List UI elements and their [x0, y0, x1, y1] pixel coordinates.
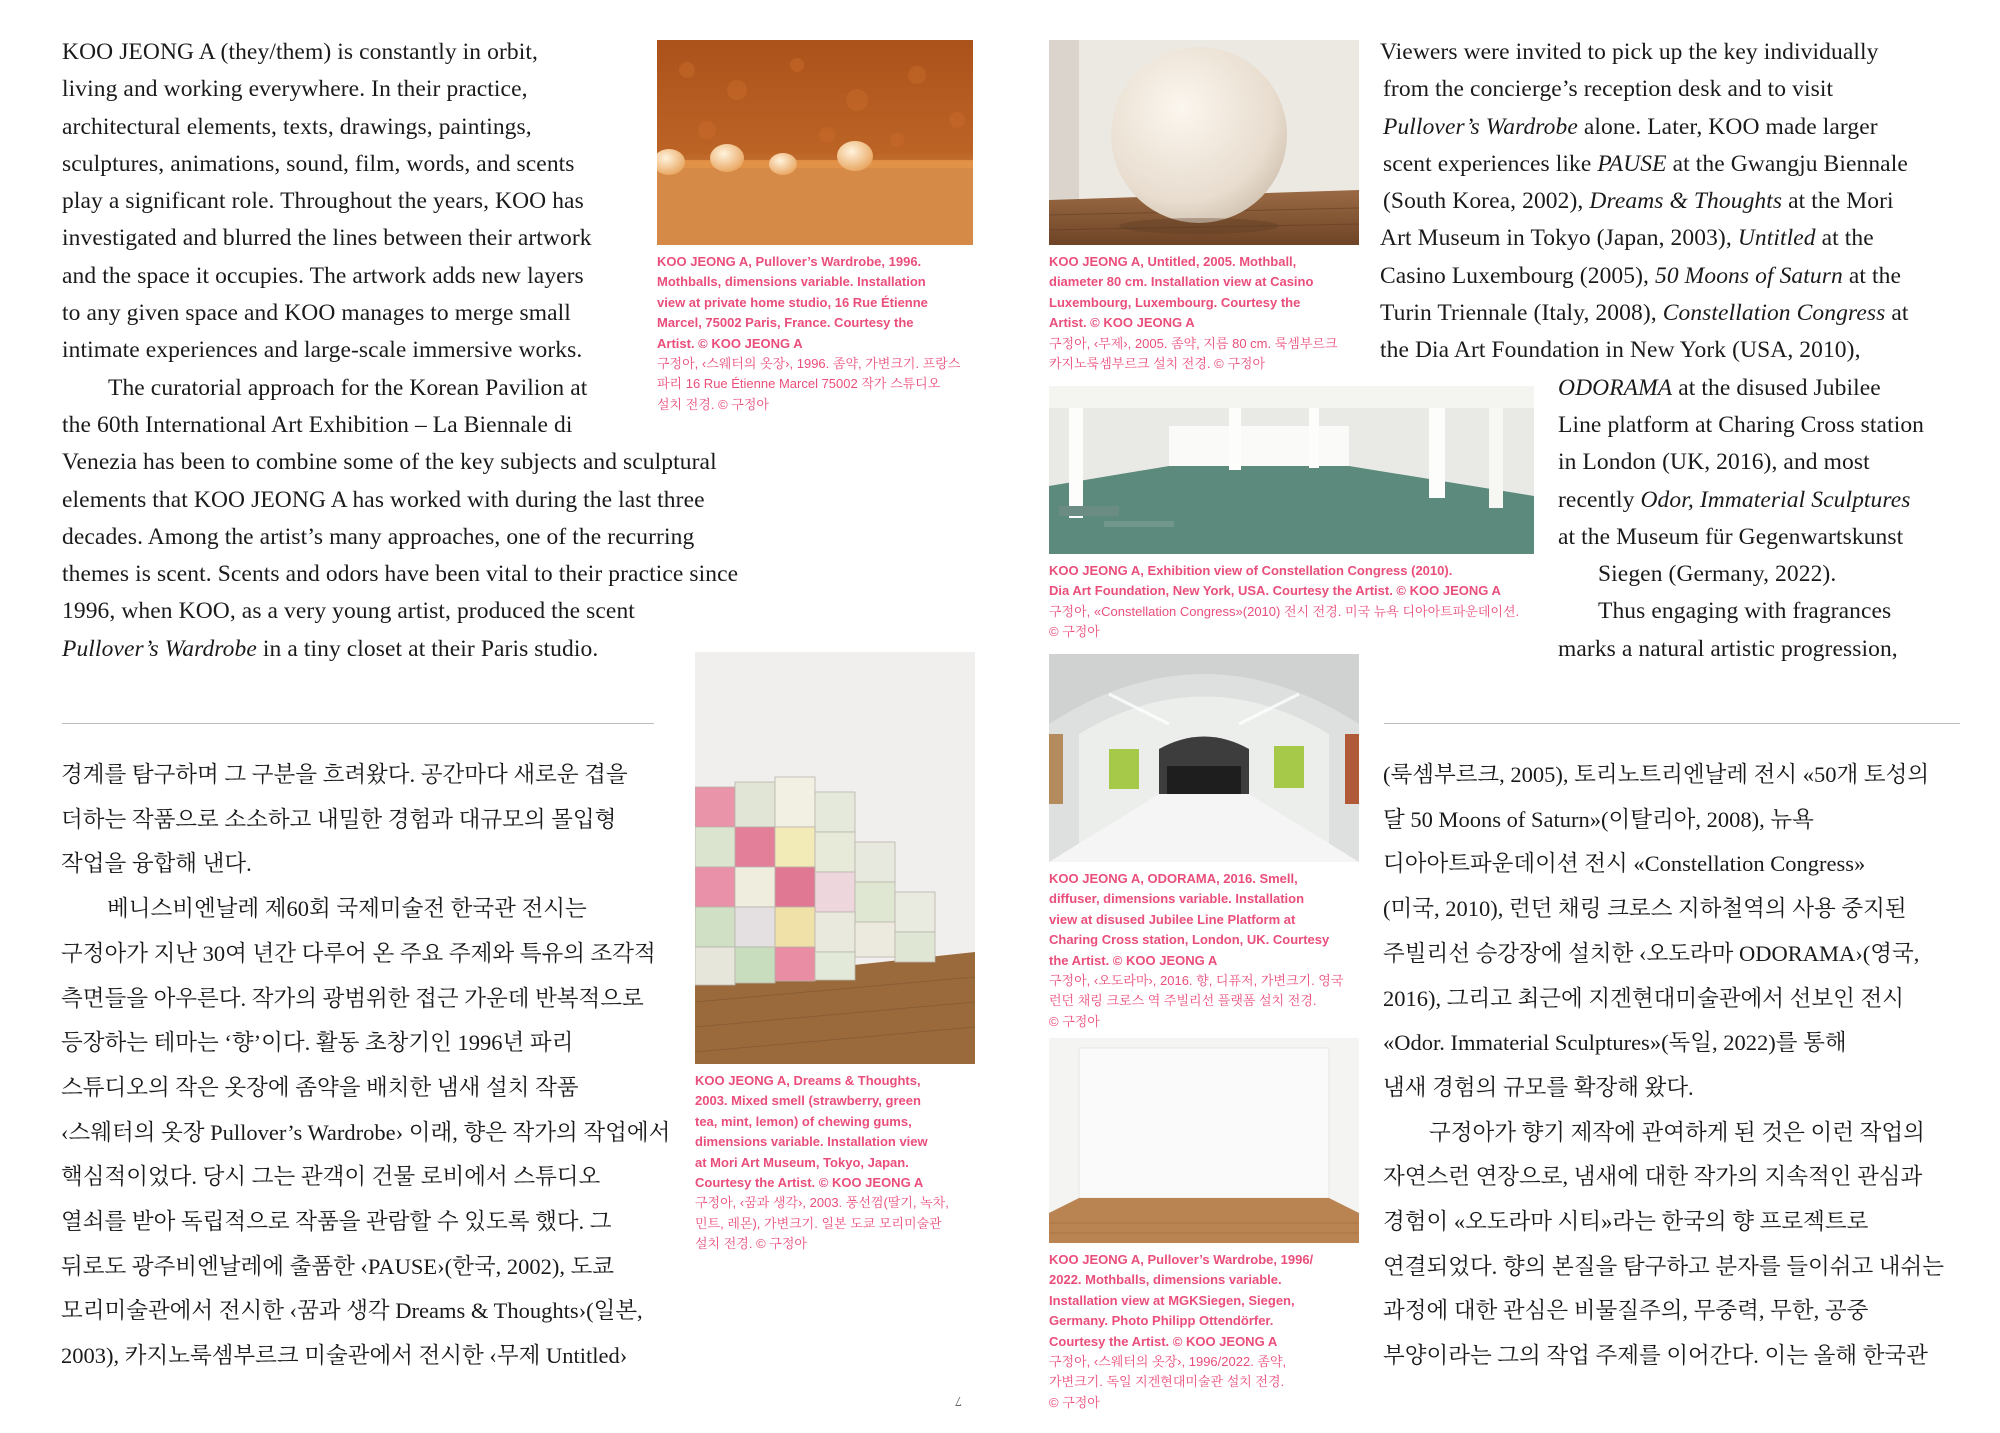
- text-line: themes is scent. Scents and odors have been vital to their practice since: [62, 561, 739, 588]
- text-line: recently Odor, Immaterial Sculptures: [1558, 486, 1911, 513]
- text-line: 2016), 그리고 최근에 지겐현대미술관에서 선보인 전시: [1383, 985, 1904, 1011]
- caption-pullovers-wardrobe-1996: [657, 252, 960, 415]
- text-line: 구정아가 향기 제작에 관여하게 된 것은 이런 작업의: [1429, 1119, 1925, 1145]
- artwork-title: Odor, Immaterial Sculptures: [1640, 486, 1911, 513]
- text-line: Siegen (Germany, 2022).: [1598, 561, 1837, 588]
- text-line: 부양이라는 그의 작업 주제를 이어간다. 이는 올해 한국관: [1383, 1343, 1928, 1369]
- caption-line: dimensions variable. Installation view: [695, 1134, 928, 1150]
- divider-right: [1384, 723, 1960, 724]
- caption-line: Courtesy the Artist. © KOO JEONG A: [695, 1175, 924, 1191]
- text-line: 측면들을 아우른다. 작가의 광범위한 접근 가운데 반복적으로: [61, 985, 644, 1011]
- caption-line: 2022. Mothballs, dimensions variable.: [1049, 1272, 1282, 1288]
- photo-constellation-congress-2010: [1049, 386, 1534, 554]
- text-line: Line platform at Charing Cross station: [1558, 411, 1925, 438]
- text-line: 열쇠를 받아 독립적으로 작품을 관람할 수 있도록 했다. 그: [61, 1209, 612, 1235]
- text-line: The curatorial approach for the Korean Pavilion at: [108, 374, 588, 401]
- text-line: architectural elements, texts, drawings, paintings,: [62, 113, 532, 140]
- artwork-title: ODORAMA: [1558, 374, 1673, 401]
- text-line: 스튜디오의 작은 옷장에 좀약을 배치한 냄새 설치 작품: [61, 1074, 579, 1100]
- caption-line: Charing Cross station, London, UK. Courtesy: [1049, 932, 1330, 948]
- text-line: 2003), 카지노룩셈부르크 미술관에서 전시한 ‹무제 Untitled›: [61, 1343, 628, 1369]
- caption-line: KOO JEONG A, Untitled, 2005. Mothball,: [1049, 254, 1297, 269]
- caption-line: KOO JEONG A, Pullover’s Wardrobe, 1996/: [1049, 1252, 1314, 1267]
- text-line: 모리미술관에서 전시한 ‹꿈과 생각 Dreams & Thoughts›(일본,: [61, 1298, 643, 1324]
- text-line: decades. Among the artist’s many approaches, one of the recurring: [62, 523, 695, 550]
- caption-line: tea, mint, lemon) of chewing gums,: [695, 1113, 912, 1129]
- artwork-title: Dreams & Thoughts: [1589, 188, 1783, 215]
- korean-column-right: [1383, 753, 1944, 1379]
- caption-line: diffuser, dimensions variable. Installation: [1049, 891, 1305, 907]
- caption-line: 파리 16 Rue Étienne Marcel 75002 작가 스튜디오: [657, 376, 941, 392]
- text-line: (South Korea, 2002), Dreams & Thoughts at the Mori: [1383, 188, 1894, 215]
- text-line: Art Museum in Tokyo (Japan, 2003), Untitled at the: [1380, 225, 1874, 252]
- text-line: «Odor. Immaterial Sculptures»(독일, 2022)를 통해: [1383, 1030, 1847, 1056]
- text-line: intimate experiences and large-scale immersive works.: [62, 337, 583, 364]
- text-line: ODORAMA at the disused Jubilee: [1558, 374, 1881, 401]
- caption-line: KOO JEONG A, Exhibition view of Constellation Congress (2010).: [1049, 563, 1453, 578]
- caption-pullovers-wardrobe-2022: [1049, 1250, 1313, 1413]
- text-line: (미국, 2010), 런던 채링 크로스 지하철역의 사용 중지된: [1383, 896, 1907, 922]
- divider-left: [62, 723, 654, 724]
- text-line: marks a natural artistic progression,: [1558, 635, 1898, 662]
- caption-line: KOO JEONG A, Dreams & Thoughts,: [695, 1073, 921, 1088]
- caption-line: 구정아, ‹무제›, 2005. 좀약, 지름 80 cm. 룩셈부르크: [1049, 335, 1338, 351]
- text-line: play a significant role. Throughout the years, KOO has: [62, 188, 584, 215]
- text-line: living and working everywhere. In their practice,: [62, 76, 528, 103]
- text-line: from the concierge’s reception desk and to visit: [1383, 76, 1834, 103]
- caption-line: Mothballs, dimensions variable. Installation: [657, 274, 926, 290]
- caption-line: 민트, 레몬), 가변크기. 일본 도쿄 모리미술관: [695, 1215, 942, 1231]
- caption-line: diameter 80 cm. Installation view at Casino: [1049, 274, 1314, 290]
- text-line: 더하는 작품으로 소소하고 내밀한 경험과 대규모의 몰입형: [61, 806, 617, 832]
- caption-line: Artist. © KOO JEONG A: [1049, 315, 1195, 331]
- text-line: Thus engaging with fragrances: [1598, 598, 1892, 625]
- text-line: 달 50 Moons of Saturn»(이탈리아, 2008), 뉴욕: [1383, 806, 1814, 832]
- caption-line: KOO JEONG A, ODORAMA, 2016. Smell,: [1049, 871, 1298, 886]
- text-line: in London (UK, 2016), and most: [1558, 449, 1870, 476]
- caption-line: Germany. Photo Philipp Ottendörfer.: [1049, 1313, 1274, 1329]
- text-line: 자연스런 연장으로, 냄새에 대한 작가의 지속적인 관심과: [1383, 1164, 1923, 1190]
- text-line: Casino Luxembourg (2005), 50 Moons of Saturn at the: [1380, 262, 1901, 289]
- photo-pullovers-wardrobe-2022: [1049, 1038, 1359, 1243]
- text-line: 주빌리선 승강장에 설치한 ‹오도라마 ODORAMA›(영국,: [1383, 940, 1920, 966]
- text-line: Viewers were invited to pick up the key individually: [1380, 39, 1879, 65]
- caption-line: 구정아, ‹꿈과 생각›, 2003. 풍선껌(딸기, 녹차,: [695, 1195, 949, 1211]
- text-line: 핵심적이었다. 당시 그는 관객이 건물 로비에서 스튜디오: [61, 1164, 601, 1190]
- text-line: elements that KOO JEONG A has worked with during the last three: [62, 486, 705, 513]
- caption-line: 런던 채링 크로스 역 주빌리선 플랫폼 설치 전경.: [1049, 993, 1317, 1009]
- text-line: (룩셈부르크, 2005), 토리노트리엔날레 전시 «50개 토성의: [1383, 762, 1930, 787]
- caption-line: © 구정아: [1049, 1394, 1100, 1410]
- caption-line: 카지노룩셈부르크 설치 전경. © 구정아: [1049, 356, 1266, 372]
- caption-line: 구정아, ‹오도라마›, 2016. 향, 디퓨저, 가변크기. 영국: [1049, 973, 1344, 989]
- caption-line: KOO JEONG A, Pullover’s Wardrobe, 1996.: [657, 254, 922, 269]
- caption-line: 구정아, «Constellation Congress»(2010) 전시 전경. 미국 뉴욕 디아아트파운데이션.: [1049, 603, 1520, 619]
- photo-dreams-and-thoughts-2003: [695, 652, 975, 1064]
- caption-line: 가변크기. 독일 지겐현대미술관 설치 전경.: [1049, 1374, 1285, 1390]
- caption-line: Artist. © KOO JEONG A: [657, 335, 803, 351]
- text-line: and the space it occupies. The artwork adds new layers: [62, 262, 584, 289]
- english-column-right-wrap: [1558, 370, 1924, 668]
- text-line: scent experiences like PAUSE at the Gwangju Biennale: [1383, 150, 1908, 177]
- text-line: Pullover’s Wardrobe in a tiny closet at their Paris studio.: [62, 635, 599, 662]
- text-line: 경험이 «오도라마 시티»라는 한국의 향 프로젝트로: [1383, 1209, 1869, 1235]
- text-line: 작업을 융합해 낸다.: [61, 851, 252, 877]
- caption-line: Marcel, 75002 Paris, France. Courtesy the: [657, 315, 914, 331]
- caption-constellation-congress-2010: [1049, 561, 1519, 643]
- text-line: to any given space and KOO manages to merge small: [62, 300, 571, 327]
- caption-line: Installation view at MGKSiegen, Siegen,: [1049, 1292, 1295, 1308]
- artwork-title: Pullover’s Wardrobe: [62, 635, 257, 662]
- text-line: sculptures, animations, sound, film, words, and scents: [62, 150, 575, 177]
- text-line: 1996, when KOO, as a very young artist, produced the scent: [62, 598, 635, 625]
- text-line: ‹스웨터의 옷장 Pullover’s Wardrobe› 이래, 향은 작가의 작업에서: [61, 1119, 671, 1145]
- korean-column-left: [61, 753, 670, 1379]
- text-line: KOO JEONG A (they/them) is constantly in orbit,: [62, 39, 538, 65]
- text-line: 냄새 경험의 규모를 확장해 왔다.: [1383, 1074, 1694, 1100]
- text-line: 구정아가 지난 30여 년간 다루어 온 주요 주제와 특유의 조각적: [61, 940, 656, 966]
- text-line: investigated and blurred the lines between their artwork: [62, 225, 592, 252]
- text-line: 연결되었다. 향의 본질을 탐구하고 분자를 들이쉬고 내쉬는: [1383, 1253, 1945, 1279]
- caption-line: Luxembourg, Luxembourg. Courtesy the: [1049, 294, 1301, 310]
- text-line: 경계를 탐구하며 그 구분을 흐려왔다. 공간마다 새로운 겹을: [61, 762, 628, 787]
- caption-odorama-2016: [1049, 869, 1343, 1032]
- artwork-title: 50 Moons of Saturn: [1655, 262, 1843, 289]
- text-line: Venezia has been to combine some of the key subjects and sculptural: [62, 449, 717, 476]
- caption-line: 설치 전경. © 구정아: [657, 396, 769, 412]
- text-line: the Dia Art Foundation in New York (USA, 2010),: [1380, 337, 1861, 364]
- text-line: 과정에 대한 관심은 비물질주의, 무중력, 무한, 공중: [1383, 1298, 1869, 1324]
- caption-line: 구정아, ‹스웨터의 옷장›, 1996/2022. 좀약,: [1049, 1354, 1287, 1370]
- text-line: 뒤로도 광주비엔날레에 출품한 ‹PAUSE›(한국, 2002), 도쿄: [61, 1253, 615, 1279]
- caption-line: 설치 전경. © 구정아: [695, 1236, 807, 1252]
- text-line: Pullover’s Wardrobe alone. Later, KOO made larger: [1383, 113, 1878, 140]
- artwork-title: Untitled: [1737, 225, 1816, 252]
- caption-line: at Mori Art Museum, Tokyo, Japan.: [695, 1154, 909, 1170]
- text-line: 디아아트파운데이션 전시 «Constellation Congress»: [1383, 851, 1866, 877]
- page-number: 7: [955, 1393, 962, 1408]
- caption-line: view at private home studio, 16 Rue Étienne: [657, 294, 928, 310]
- artwork-title: Pullover’s Wardrobe: [1383, 113, 1578, 140]
- caption-line: 2003. Mixed smell (strawberry, green: [695, 1093, 921, 1109]
- caption-untitled-2005: [1049, 252, 1338, 374]
- photo-odorama-2016: [1049, 654, 1359, 862]
- artwork-title: PAUSE: [1597, 150, 1667, 177]
- english-column-left: [62, 34, 738, 668]
- text-line: 등장하는 테마는 ‘향’이다. 활동 초창기인 1996년 파리: [61, 1030, 574, 1056]
- caption-line: 구정아, ‹스웨터의 옷장›, 1996. 좀약, 가변크기. 프랑스: [657, 356, 961, 372]
- caption-line: © 구정아: [1049, 1013, 1100, 1029]
- caption-line: Courtesy the Artist. © KOO JEONG A: [1049, 1333, 1278, 1349]
- artwork-title: Constellation Congress: [1662, 300, 1886, 327]
- photo-untitled-2005: [1049, 40, 1359, 245]
- caption-dreams-and-thoughts-2003: [695, 1071, 949, 1255]
- caption-line: view at disused Jubilee Line Platform at: [1049, 911, 1296, 927]
- english-column-right: [1380, 34, 1908, 370]
- photo-pullovers-wardrobe-1996: [657, 40, 973, 245]
- caption-line: © 구정아: [1049, 624, 1100, 640]
- text-line: 베니스비엔날레 제60회 국제미술전 한국관 전시는: [107, 896, 587, 922]
- text-line: Turin Triennale (Italy, 2008), Constellation Congress at: [1380, 300, 1909, 327]
- text-line: the 60th International Art Exhibition – La Biennale di: [62, 411, 573, 438]
- caption-line: Dia Art Foundation, New York, USA. Courtesy the Artist. © KOO JEONG A: [1049, 583, 1501, 599]
- caption-line: the Artist. © KOO JEONG A: [1049, 952, 1218, 968]
- text-line: at the Museum für Gegenwartskunst: [1558, 523, 1904, 550]
